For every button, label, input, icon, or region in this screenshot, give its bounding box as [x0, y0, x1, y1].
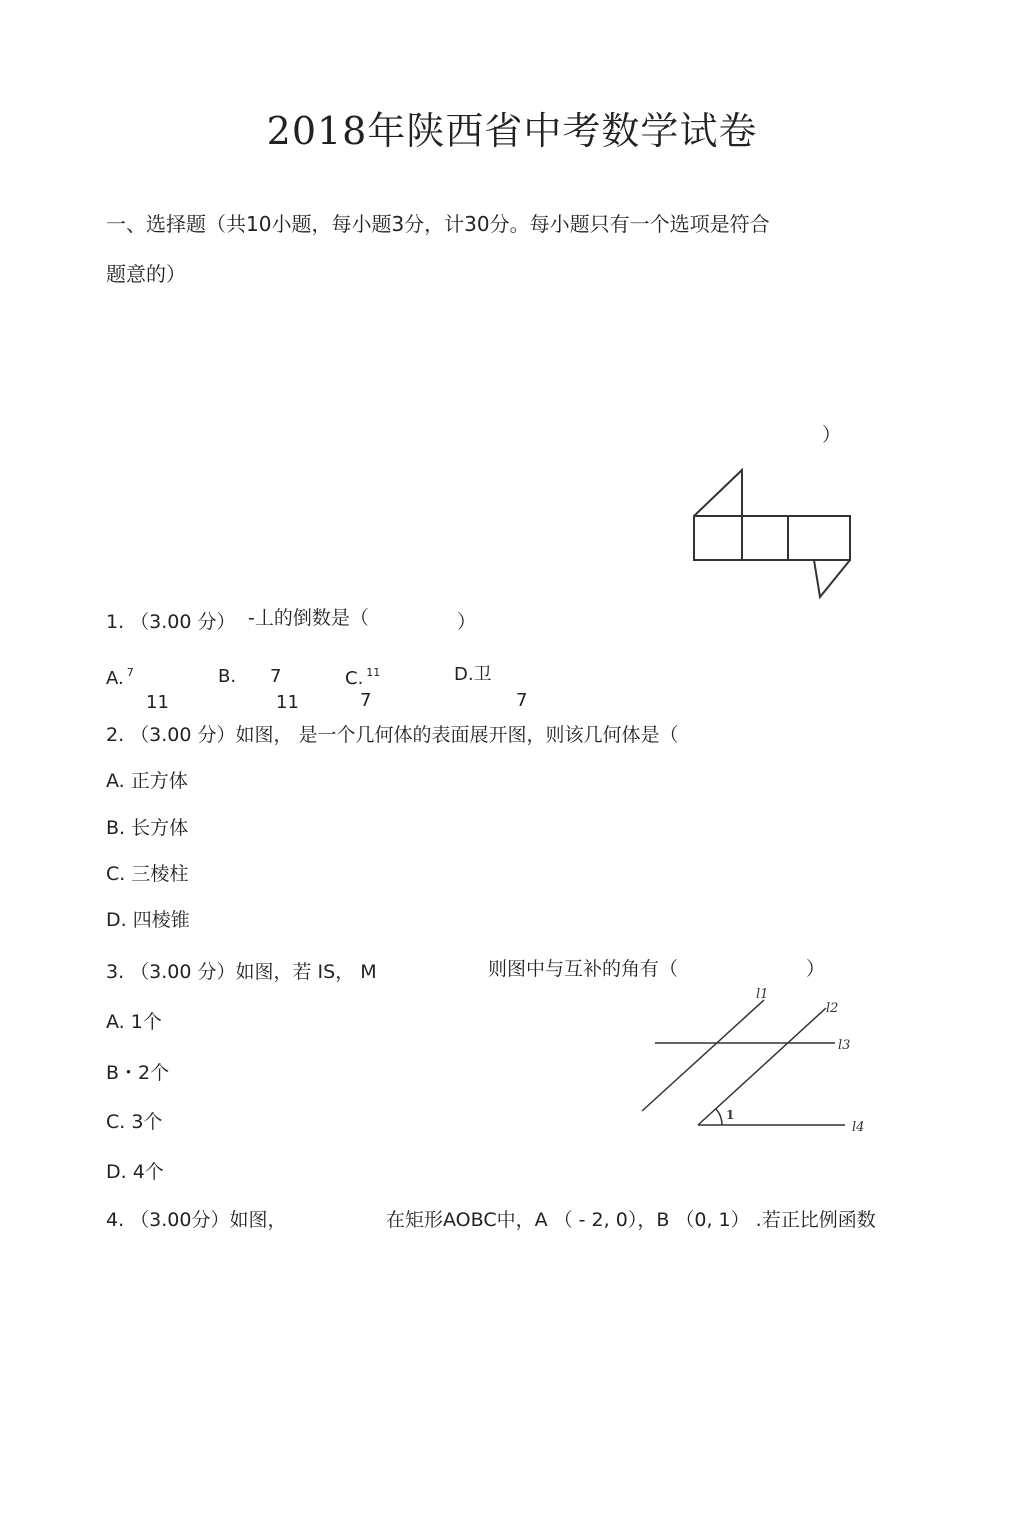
- section-heading: 一、选择题（共10小题，每小题3分，计30分。每小题只有一个选项是符合: [106, 212, 770, 236]
- q1-option-a-label: A.: [106, 668, 124, 689]
- q1-option-b-den: 11: [276, 692, 299, 713]
- q3-option-d: D. 4个: [106, 1161, 164, 1183]
- label-l4: l4: [852, 1120, 865, 1135]
- line-l2: [698, 1008, 826, 1125]
- label-l3: l3: [838, 1038, 851, 1053]
- q3-close: ）: [806, 958, 826, 980]
- q3-option-a: A. 1个: [106, 1011, 162, 1033]
- page-title: 2018年陕西省中考数学试卷: [266, 109, 758, 153]
- q1-option-c-den: 7: [360, 690, 372, 711]
- q1-option-a-den: 11: [146, 692, 169, 713]
- q1-option-c-num: 11: [366, 666, 381, 679]
- q2-option-c: C. 三棱柱: [106, 863, 189, 885]
- q1-option-a: [106, 666, 134, 689]
- q3-stem-right: 则图中与互补的角有（: [488, 958, 679, 980]
- q4-stem-right: 在矩形AOBC中，A （ - 2, 0），B （0, 1） .若正比例函数: [386, 1209, 876, 1231]
- q1-option-d-den: 7: [516, 690, 528, 711]
- net-top-triangle: [694, 470, 742, 516]
- q1-option-c: [345, 666, 380, 689]
- net-rectangle: [694, 516, 850, 560]
- q2-option-b: B. 长方体: [106, 817, 189, 839]
- q4-stem: 4. （3.00分）如图，: [106, 1209, 287, 1231]
- section-heading-cont: 题意的）: [106, 262, 186, 286]
- label-angle-1: 1: [726, 1108, 735, 1122]
- prism-net-figure: [688, 464, 858, 604]
- q2-stem: 2. （3.00 分）如图， 是一个几何体的表面展开图，则该几何体是（: [106, 724, 679, 746]
- label-l2: l2: [826, 1001, 839, 1016]
- q1-option-b-label: B.: [218, 666, 237, 687]
- q2-option-d: D. 四棱锥: [106, 909, 190, 931]
- q1-expression: -丄的倒数是（: [248, 607, 369, 629]
- q3-option-c: C. 3个: [106, 1111, 163, 1133]
- label-l1: l1: [756, 987, 769, 1002]
- q1-option-a-num: 7: [126, 666, 134, 679]
- q2-option-a: A. 正方体: [106, 770, 188, 792]
- q1-close: ）: [457, 611, 477, 633]
- q1-option-c-label: C.: [345, 668, 364, 689]
- line-l1: [642, 1000, 764, 1111]
- q3-option-b: B・2个: [106, 1062, 170, 1084]
- angle-1-arc: [716, 1109, 722, 1125]
- parallel-lines-figure: [630, 980, 880, 1140]
- q1-option-d-label: D.卫: [454, 664, 492, 685]
- q1-stem: 1. （3.00 分）: [106, 611, 236, 633]
- q1-option-b-num: 7: [270, 666, 282, 687]
- stray-paren: ）: [822, 424, 842, 446]
- net-bottom-triangle: [814, 560, 850, 597]
- q3-stem: 3. （3.00 分）如图，若 IS， M: [106, 961, 377, 983]
